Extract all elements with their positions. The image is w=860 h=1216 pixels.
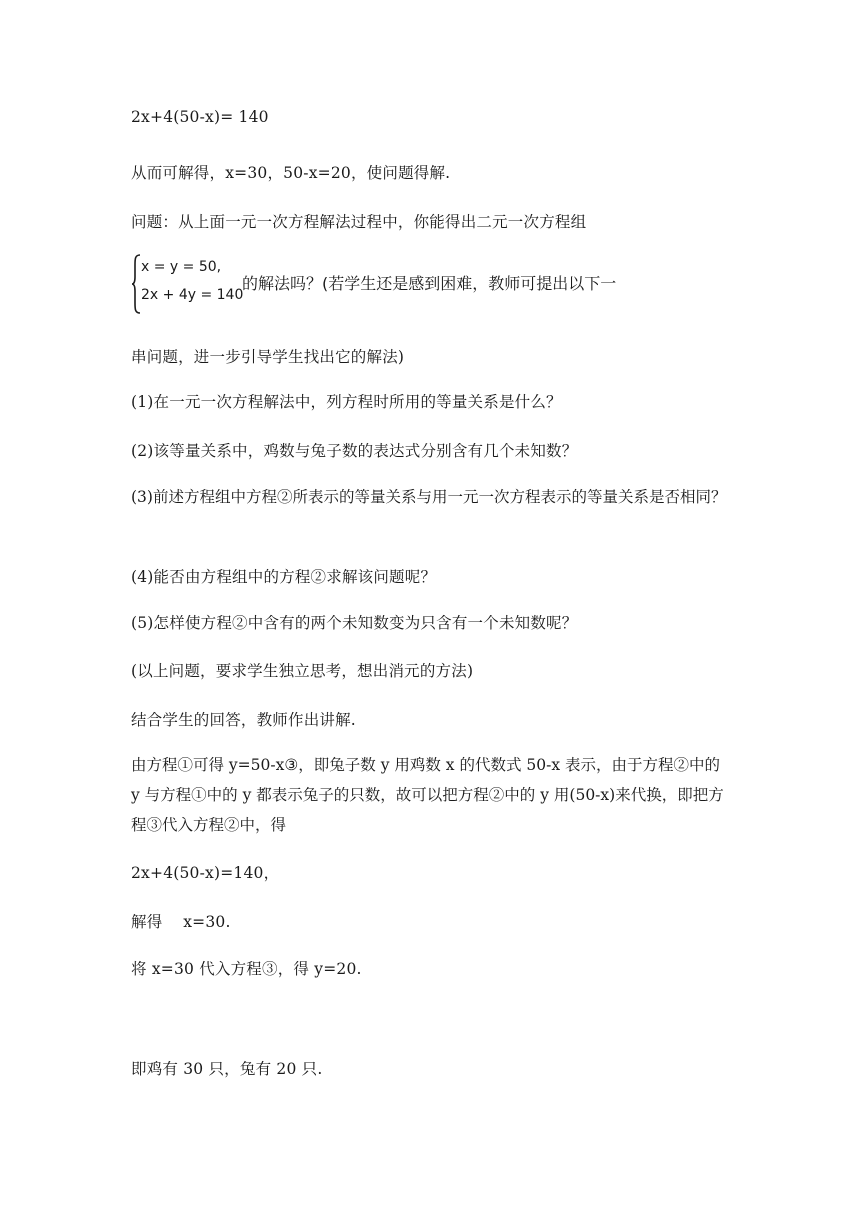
solution-y: 将 x=30 代入方程③，得 y=20. — [131, 960, 362, 978]
solution-x: 解得 x=30. — [131, 913, 231, 931]
question-series-line: 串问题，进一步引导学生找出它的解法) — [131, 348, 405, 366]
question-continuation: 的解法吗？(若学生还是感到困难，教师可提出以下一 — [242, 274, 617, 293]
solution-line: 从而可解得，x=30，50-x=20，使问题得解. — [131, 164, 451, 182]
explanation-intro: 结合学生的回答，教师作出讲解. — [131, 711, 356, 729]
left-brace-icon — [131, 253, 141, 315]
final-answer: 即鸡有 30 只，兔有 20 只. — [131, 1060, 323, 1078]
explanation-paragraph: 由方程①可得 y=50-x③，即兔子数 y 用鸡数 x 的代数式 50-x 表示，由于方程②中的 y 与方程①中的 y 都表示兔子的只数，故可以把方程②中的 y 用(50-x)来代换，即把方程③代入方程②中，得 — [131, 756, 724, 834]
question-2: (2)该等量关系中，鸡数与兔子数的表达式分别含有几个未知数？ — [131, 442, 578, 460]
question-line: 问题：从上面一元一次方程解法过程中，你能得出二元一次方程组 — [131, 213, 587, 231]
substituted-equation: 2x+4(50-x)=140， — [131, 864, 280, 882]
equation-line: 2x+4(50-x)= 140 — [131, 108, 269, 126]
question-4: (4)能否由方程组中的方程②求解该问题呢？ — [131, 568, 437, 586]
system-equation-2: 2x + 4y = 140 — [141, 287, 244, 303]
system-equation-1: x = y = 50, — [141, 259, 222, 275]
question-5: (5)怎样使方程②中含有的两个未知数变为只含有一个未知数呢？ — [131, 614, 578, 632]
question-1: (1)在一元一次方程解法中，列方程时所用的等量关系是什么？ — [131, 393, 562, 411]
teacher-note: (以上问题，要求学生独立思考，想出消元的方法) — [131, 662, 474, 680]
equation-system — [131, 253, 244, 315]
question-3: (3)前述方程组中方程②所表示的等量关系与用一元一次方程表示的等量关系是否相同？ — [131, 488, 727, 506]
